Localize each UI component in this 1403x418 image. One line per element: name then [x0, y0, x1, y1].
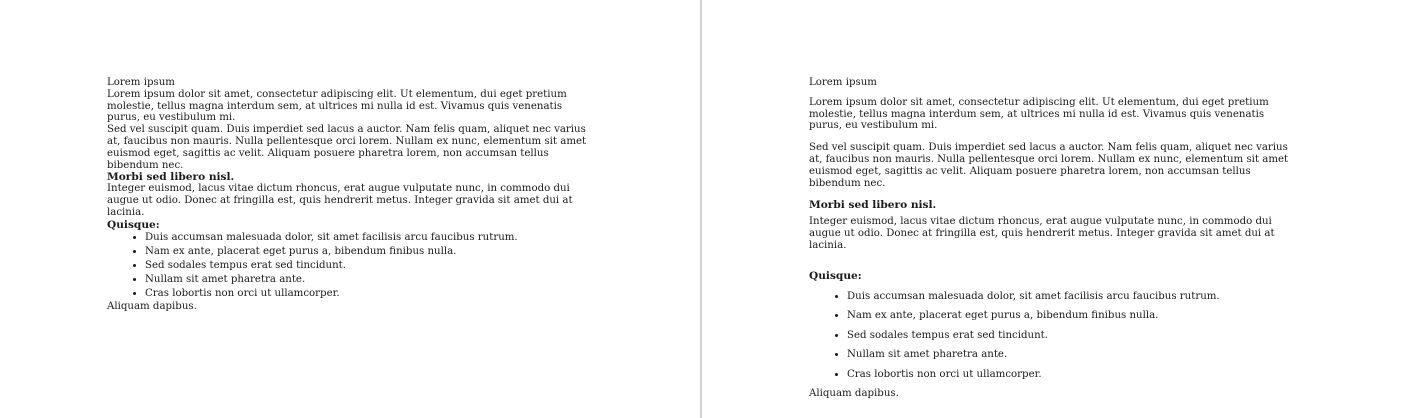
- list-item: • Sed sodales tempus erat sed tincidunt.: [145, 259, 587, 273]
- heading-morbi: Morbi sed libero nisl.: [107, 171, 235, 184]
- doc-title: Lorem ipsum: [809, 77, 877, 88]
- paragraph-1: Lorem ipsum dolor sit amet, consectetur adipiscing elit. Ut elementum, dui eget pretium molestie, tellus magna interdum sem, at ultrices mi nulla id est. Vivamus quis venenatis purus, eu vestibulum mi.: [107, 88, 567, 124]
- page-right: [809, 0, 1289, 418]
- bullet-list: [809, 287, 1289, 385]
- list-item: • Duis accumsan malesuada dolor, sit amet facilisis arcu faucibus rutrum.: [145, 231, 587, 245]
- heading-quisque: Quisque:: [107, 218, 160, 231]
- paragraph-1: Lorem ipsum dolor sit amet, consectetur adipiscing elit. Ut elementum, dui eget pretium molestie, tellus magna interdum sem, at ultrices mi nulla id est. Vivamus quis venenatis purus, eu vestibulum mi.: [809, 96, 1269, 132]
- list-item: • Duis accumsan malesuada dolor, sit amet facilisis arcu faucibus rutrum.: [847, 287, 1289, 307]
- paragraph-3: Integer euismod, lacus vitae dictum rhoncus, erat augue vulputate nunc, in commodo dui augue ut odio. Donec at fringilla est, quis hendrerit metus. Integer gravida sit amet dui at lacinia.: [809, 216, 1275, 251]
- heading-morbi: Morbi sed libero nisl.: [809, 199, 937, 212]
- paragraph-2: Sed vel suscipit quam. Duis imperdiet sed lacus a auctor. Nam felis quam, aliquet nec varius at, faucibus non mauris. Nulla pellentesque orci lorem. Nullam ex nunc, elementum sit amet euismod eget, sagittis ac velit. Aliquam posuere pharetra lorem, non accumsan tellus bibendum nec.: [107, 124, 587, 171]
- closing-line: Aliquam dapibus.: [107, 300, 197, 312]
- doc-title: Lorem ipsum: [107, 77, 175, 88]
- list-item: • Cras lobortis non orci ut ullamcorper.: [145, 287, 587, 301]
- bullet-list: [107, 231, 587, 301]
- paragraph-2: Sed vel suscipit quam. Duis imperdiet sed lacus a auctor. Nam felis quam, aliquet nec varius at, faucibus non mauris. Nulla pellentesque orci lorem. Nullam ex nunc, elementum sit amet euismod eget, sagittis ac velit. Aliquam posuere pharetra lorem, non accumsan tellus bibendum nec.: [809, 142, 1289, 189]
- list-item: • Cras lobortis non orci ut ullamcorper.: [847, 365, 1289, 385]
- list-item: • Nullam sit amet pharetra ante.: [847, 345, 1289, 365]
- closing-line: Aliquam dapibus.: [809, 388, 899, 400]
- list-item: • Sed sodales tempus erat sed tincidunt.: [847, 326, 1289, 346]
- list-item: • Nullam sit amet pharetra ante.: [145, 273, 587, 287]
- heading-quisque: Quisque:: [809, 269, 862, 282]
- page-left: [107, 0, 587, 418]
- list-item: • Nam ex ante, placerat eget purus a, bibendum finibus nulla.: [145, 245, 587, 259]
- page-divider: [700, 0, 702, 418]
- paragraph-3: Integer euismod, lacus vitae dictum rhoncus, erat augue vulputate nunc, in commodo dui augue ut odio. Donec at fringilla est, quis hendrerit metus. Integer gravida sit amet dui at lacinia.: [107, 183, 573, 218]
- list-item: • Nam ex ante, placerat eget purus a, bibendum finibus nulla.: [847, 306, 1289, 326]
